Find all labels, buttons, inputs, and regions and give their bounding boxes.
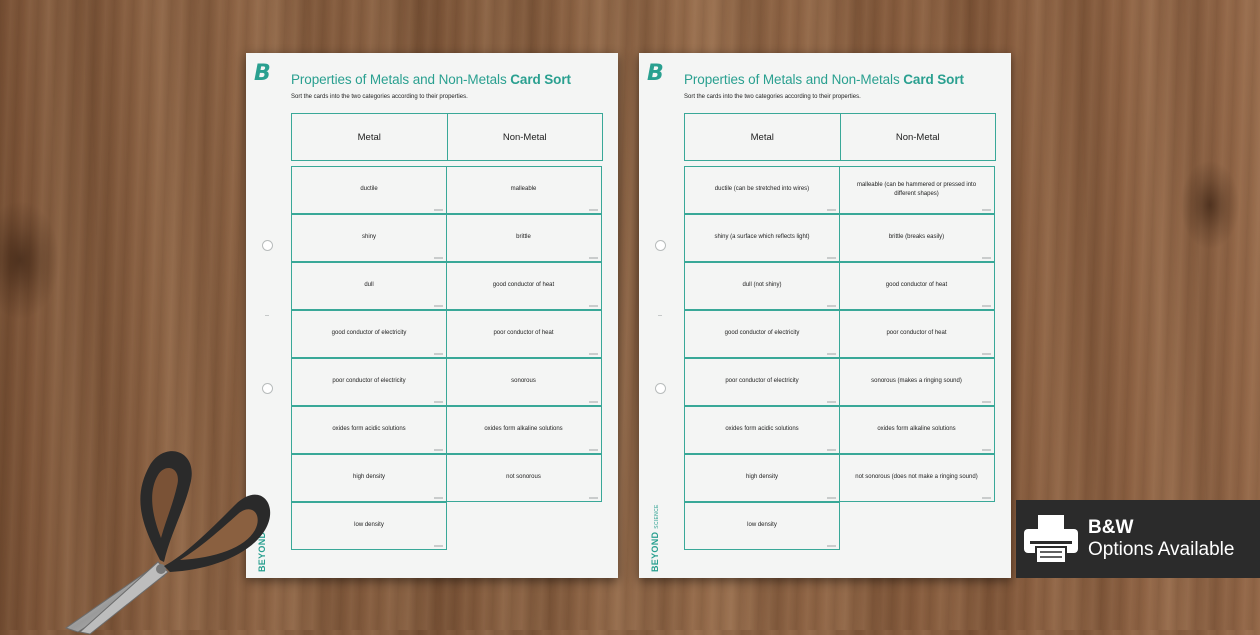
vertical-brand: BEYOND <box>257 531 267 572</box>
card-footer-mark <box>982 257 991 259</box>
card-footer-mark <box>434 257 443 259</box>
non-metal-card <box>446 358 602 406</box>
card-row <box>684 167 996 215</box>
card-row <box>291 455 603 503</box>
card-footer-mark <box>589 497 598 499</box>
header-metal: Metal <box>750 131 774 143</box>
badge-line2: Options Available <box>1088 539 1235 560</box>
beyond-logo-icon: B <box>647 61 664 86</box>
sheet-subtitle: Sort the cards into the two categories according to their properties. <box>291 94 468 100</box>
card-footer-mark <box>982 353 991 355</box>
beyond-logo-icon: B <box>254 61 271 86</box>
card-text: brittle (breaks easily) <box>888 234 945 241</box>
card-row <box>291 407 603 455</box>
metal-card <box>684 358 840 406</box>
sheet-title: Properties of Metals and Non-Metals Card Sort <box>291 72 571 87</box>
header-metal: Metal <box>357 131 381 143</box>
non-metal-card <box>446 310 602 358</box>
card-footer-mark <box>434 497 443 499</box>
card-footer-mark <box>982 209 991 211</box>
card-footer-mark <box>982 305 991 307</box>
card-footer-mark <box>434 305 443 307</box>
non-metal-card <box>446 214 602 262</box>
metal-card <box>291 502 447 550</box>
header-non-metal: Non-Metal <box>840 114 996 160</box>
metal-card <box>291 166 447 214</box>
card-footer-mark <box>827 449 836 451</box>
badge-text <box>1088 517 1234 561</box>
header-row <box>684 113 996 161</box>
card-row <box>291 215 603 263</box>
card-text: oxides form acidic solutions <box>725 426 799 433</box>
metal-card <box>291 406 447 454</box>
card-footer-mark <box>589 353 598 355</box>
non-metal-card <box>446 262 602 310</box>
card-text: not sonorous <box>506 474 541 481</box>
card-grid <box>684 167 996 551</box>
card-text: good conductor of heat <box>492 282 555 289</box>
worksheet-definitions <box>639 53 1011 578</box>
worksheet-basic <box>246 53 618 578</box>
card-row <box>291 503 603 551</box>
card-footer-mark <box>589 401 598 403</box>
non-metal-card <box>839 214 995 262</box>
card-row <box>684 455 996 503</box>
wood-knot <box>1180 160 1240 250</box>
card-footer-mark <box>434 353 443 355</box>
non-metal-card <box>839 310 995 358</box>
card-text: oxides form alkaline solutions <box>484 426 563 433</box>
card-text: good conductor of electricity <box>724 330 800 337</box>
metal-card <box>684 262 840 310</box>
card-footer-mark <box>827 257 836 259</box>
card-text: shiny (a surface which reflects light) <box>714 234 810 241</box>
card-text: high density <box>745 474 779 481</box>
sheet-title: Properties of Metals and Non-Metals Card Sort <box>684 72 964 87</box>
card-text: poor conductor of heat <box>493 330 554 337</box>
punch-hole <box>655 383 666 394</box>
card-text: good conductor of electricity <box>331 330 407 337</box>
card-grid <box>291 167 603 551</box>
card-row <box>291 167 603 215</box>
metal-card <box>291 214 447 262</box>
metal-card <box>291 262 447 310</box>
non-metal-card <box>839 262 995 310</box>
wood-knot <box>0 200 60 320</box>
card-text: dull (not shiny) <box>742 282 782 289</box>
metal-card <box>684 454 840 502</box>
metal-card <box>684 310 840 358</box>
bw-options-badge <box>1016 500 1260 578</box>
metal-card <box>291 454 447 502</box>
card-footer-mark <box>589 257 598 259</box>
card-footer-mark <box>827 545 836 547</box>
non-metal-card <box>446 502 602 550</box>
fold-mark <box>658 315 662 316</box>
card-row <box>684 503 996 551</box>
card-text: malleable (can be hammered or pressed into different shapes) <box>856 182 977 197</box>
metal-card <box>291 358 447 406</box>
metal-card <box>684 502 840 550</box>
card-text: low density <box>354 522 384 529</box>
punch-hole <box>655 240 666 251</box>
card-text: shiny <box>361 234 376 241</box>
card-row <box>684 407 996 455</box>
card-footer-mark <box>827 401 836 403</box>
non-metal-card <box>446 406 602 454</box>
punch-hole <box>262 383 273 394</box>
card-footer-mark <box>982 449 991 451</box>
scissors-icon <box>60 420 275 635</box>
metal-card <box>291 310 447 358</box>
card-footer-mark <box>827 497 836 499</box>
card-row <box>684 311 996 359</box>
card-footer-mark <box>589 209 598 211</box>
card-footer-mark <box>589 449 598 451</box>
card-text: poor conductor of heat <box>886 330 947 337</box>
card-text: sonorous (makes a ringing sound) <box>871 378 962 385</box>
card-text: ductile (can be stretched into wires) <box>714 186 810 193</box>
card-text: dull <box>364 282 374 289</box>
badge-line1: B&W <box>1088 517 1134 539</box>
card-footer-mark <box>434 209 443 211</box>
card-text: oxides form acidic solutions <box>332 426 406 433</box>
printer-icon <box>1016 509 1086 569</box>
card-row <box>684 215 996 263</box>
card-footer-mark <box>982 497 991 499</box>
card-row <box>684 263 996 311</box>
non-metal-card <box>839 166 995 214</box>
card-row <box>291 263 603 311</box>
card-text: brittle <box>516 234 531 241</box>
vertical-brand: BEYONDSCIENCE <box>650 504 660 572</box>
card-footer-mark <box>434 449 443 451</box>
sheet-subtitle: Sort the cards into the two categories according to their properties. <box>684 94 861 100</box>
non-metal-card <box>446 166 602 214</box>
non-metal-card <box>839 406 995 454</box>
fold-mark <box>265 315 269 316</box>
card-footer-mark <box>827 209 836 211</box>
header-row <box>291 113 603 161</box>
punch-hole <box>262 240 273 251</box>
header-non-metal: Non-Metal <box>447 114 603 160</box>
metal-card <box>684 214 840 262</box>
card-footer-mark <box>827 305 836 307</box>
non-metal-card <box>839 454 995 502</box>
card-text: oxides form alkaline solutions <box>877 426 956 433</box>
card-row <box>684 359 996 407</box>
card-footer-mark <box>589 305 598 307</box>
non-metal-card <box>839 502 995 550</box>
card-text: sonorous <box>511 378 536 385</box>
card-row <box>291 359 603 407</box>
card-footer-mark <box>434 401 443 403</box>
card-text: poor conductor of electricity <box>332 378 406 385</box>
card-text: low density <box>747 522 777 529</box>
card-text: high density <box>352 474 386 481</box>
metal-card <box>684 166 840 214</box>
non-metal-card <box>446 454 602 502</box>
card-text: ductile <box>360 186 378 193</box>
non-metal-card <box>839 358 995 406</box>
card-text: good conductor of heat <box>885 282 948 289</box>
card-text: not sonorous (does not make a ringing sound) <box>855 474 978 481</box>
card-footer-mark <box>982 401 991 403</box>
card-row <box>291 311 603 359</box>
card-text: poor conductor of electricity <box>725 378 799 385</box>
card-footer-mark <box>827 353 836 355</box>
card-footer-mark <box>434 545 443 547</box>
card-text: malleable <box>510 186 537 193</box>
metal-card <box>684 406 840 454</box>
